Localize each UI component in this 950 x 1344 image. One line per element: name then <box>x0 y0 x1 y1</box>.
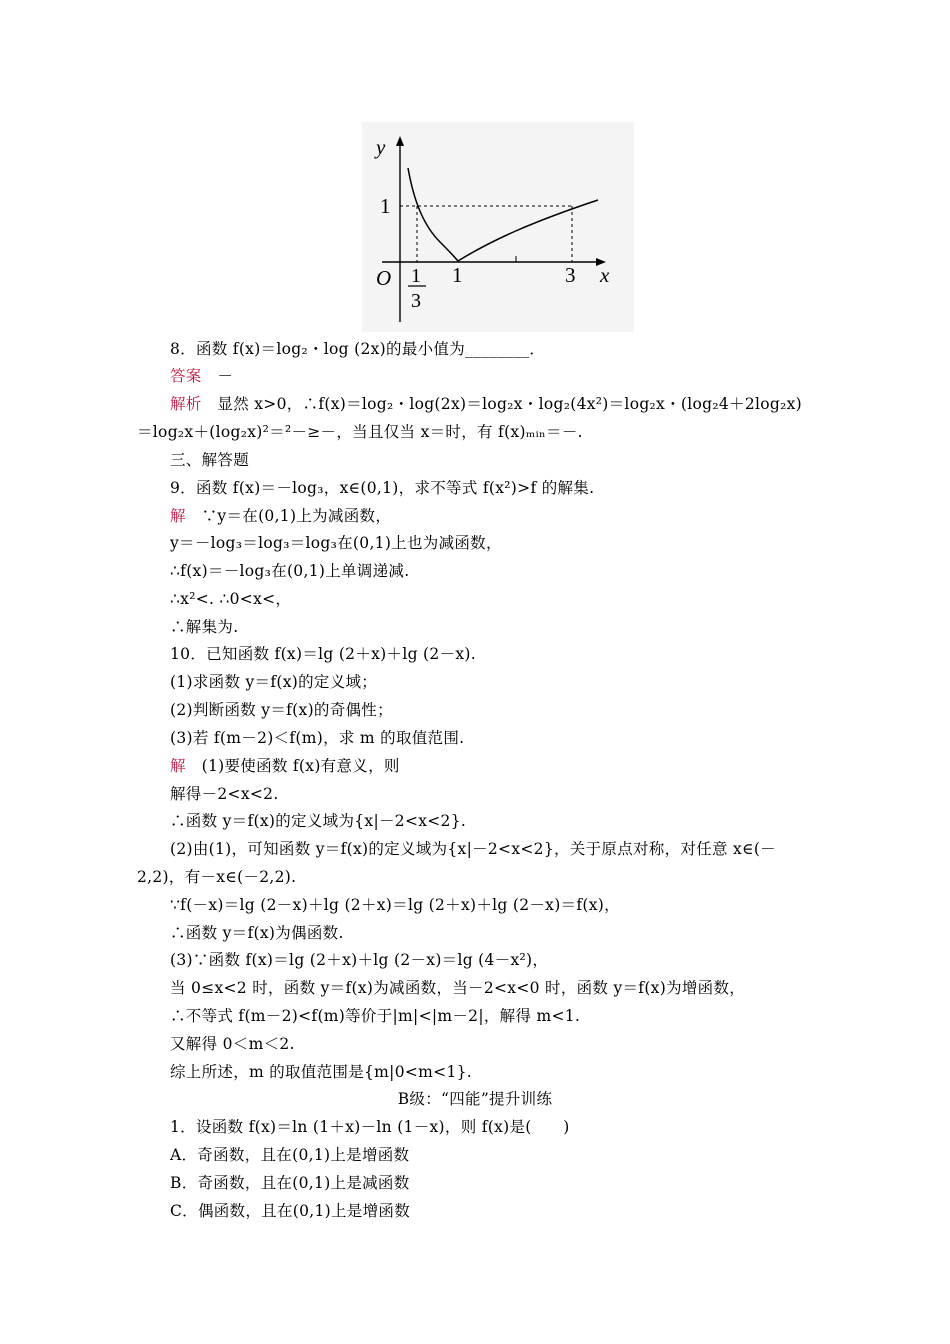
x-axis-label: x <box>600 263 610 287</box>
solution-9-line-3 <box>170 558 409 584</box>
solution-10-line-8 <box>170 947 548 973</box>
line-text: (3)若 f(m－2)＜f(m)，求 m 的取值范围. <box>170 729 465 747</box>
line-text: (3)∵函数 f(x)＝lg (2＋x)＋lg (2－x)＝lg (4－x²)， <box>170 951 549 969</box>
line-text: 10．已知函数 f(x)＝lg (2＋x)＋lg (2－x). <box>170 645 476 663</box>
line-text: ∵y＝在(0,1)上为减函数， <box>185 507 392 525</box>
solution-10-line-4 <box>170 836 776 862</box>
question-10-part-2 <box>170 697 393 723</box>
question-8 <box>170 336 545 362</box>
solution-9-line-4 <box>170 586 291 612</box>
line-text: ∴函数 y＝f(x)为偶函数. <box>170 924 344 942</box>
solution-10-line-3 <box>170 808 466 834</box>
question-10-part-1 <box>170 669 377 695</box>
question-9 <box>170 475 594 501</box>
line-text: (2)判断函数 y＝f(x)的奇偶性； <box>170 701 393 719</box>
function-graph-figure <box>362 122 634 332</box>
line-text: 显然 x>0，∴f(x)＝log₂・log(2x)＝log₂x・log₂(4x²)＝log₂x・(log₂4＋2log₂x) <box>201 395 803 413</box>
line-text: A．奇函数，且在(0,1)上是增函数 <box>170 1146 410 1164</box>
solution-9-line-2 <box>170 530 502 556</box>
line-text: (2)由(1)，可知函数 y＝f(x)的定义域为{x|－2<x<2}，关于原点对称，对任意 x∈(－ <box>170 840 776 858</box>
line-text: ∴不等式 f(m－2)<f(m)等价于|m|<|m－2|，解得 m<1. <box>170 1007 581 1025</box>
question-b1 <box>170 1114 570 1140</box>
solution-10-line-5 <box>137 864 296 890</box>
line-text: 9．函数 f(x)＝－log₃，x∈(0,1)，求不等式 f(x²)>f 的解集. <box>170 479 595 497</box>
solution-9-line-5 <box>170 614 238 640</box>
figure-background <box>362 122 634 332</box>
solution-label: 解 <box>170 507 186 525</box>
line-text: 解得－2<x<2. <box>170 785 279 803</box>
solution-10-line-11 <box>170 1031 295 1057</box>
y-tick-label-1: 1 <box>380 194 391 218</box>
line-text: B级：“四能”提升训练 <box>397 1090 553 1108</box>
line-text: ∴x²<. ∴0<x<， <box>170 590 292 608</box>
line-text: 1．设函数 f(x)＝ln (1＋x)－ln (1－x)，则 f(x)是( ) <box>170 1118 570 1136</box>
line-text: B．奇函数，且在(0,1)上是减函数 <box>170 1174 410 1192</box>
analysis-label: 解析 <box>170 395 202 413</box>
option-c <box>170 1198 410 1224</box>
section-b-heading <box>0 1086 950 1112</box>
analysis-8-line-1 <box>170 391 802 417</box>
line-text: ∵f(－x)＝lg (2－x)＋lg (2＋x)＝lg (2＋x)＋lg (2－x)＝f(x)， <box>170 896 620 914</box>
solution-10-line-12 <box>170 1059 472 1085</box>
line-text: (1)求函数 y＝f(x)的定义域； <box>170 673 378 691</box>
line-text: y＝－log₃＝log₃＝log₃在(0,1)上也为减函数， <box>170 534 502 552</box>
x-tick-label-1: 1 <box>452 263 463 287</box>
question-10-part-3 <box>170 725 464 751</box>
solution-10-line-6 <box>170 892 620 918</box>
solution-9-line-1 <box>170 503 391 529</box>
solution-10-line-2 <box>170 781 279 807</box>
graph-svg <box>362 122 634 332</box>
line-text: 当 0≤x<2 时，函数 y＝f(x)为减函数，当－2<x<0 时，函数 y＝f(x)为增函数， <box>170 979 746 997</box>
line-text: ∴f(x)＝－log₃在(0,1)上单调递减. <box>170 562 410 580</box>
y-axis-label: y <box>376 135 386 159</box>
line-text: (1)要使函数 f(x)有意义，则 <box>185 757 400 775</box>
solution-10-line-1 <box>170 753 400 779</box>
line-text: 综上所述，m 的取值范围是{m|0<m<1}. <box>170 1063 472 1081</box>
solution-10-line-10 <box>170 1003 580 1029</box>
line-text: C．偶函数，且在(0,1)上是增函数 <box>170 1202 411 1220</box>
answer-8 <box>170 363 233 389</box>
line-text: ∴解集为. <box>170 618 239 636</box>
x-tick-label-3: 3 <box>565 263 576 287</box>
section-3-heading <box>170 447 249 473</box>
question-10 <box>170 641 476 667</box>
answer-label: 答案 <box>170 367 202 385</box>
line-text: 又解得 0＜m＜2. <box>170 1035 295 1053</box>
analysis-8-line-2 <box>137 419 583 445</box>
option-b <box>170 1170 410 1196</box>
option-a <box>170 1142 409 1168</box>
x-tick-label-third-denominator: 3 <box>411 290 421 312</box>
x-tick-label-third-numerator: 1 <box>411 265 421 287</box>
line-text: ＝log₂x＋(log₂x)²＝²－≥－，当且仅当 x＝时，有 f(x)ₘᵢₙ＝－. <box>137 423 583 441</box>
line-text: － <box>201 367 234 385</box>
line-text: ∴函数 y＝f(x)的定义域为{x|－2<x<2}. <box>170 812 467 830</box>
solution-10-line-7 <box>170 920 344 946</box>
line-text: 三、解答题 <box>170 451 250 469</box>
line-text: 2,2)，有－x∈(－2,2). <box>137 868 297 886</box>
line-text: 8．函数 f(x)＝log₂・log (2x)的最小值为________． <box>170 340 546 358</box>
origin-label: O <box>376 266 392 290</box>
solution-10-line-9 <box>170 975 745 1001</box>
solution-label: 解 <box>170 757 186 775</box>
